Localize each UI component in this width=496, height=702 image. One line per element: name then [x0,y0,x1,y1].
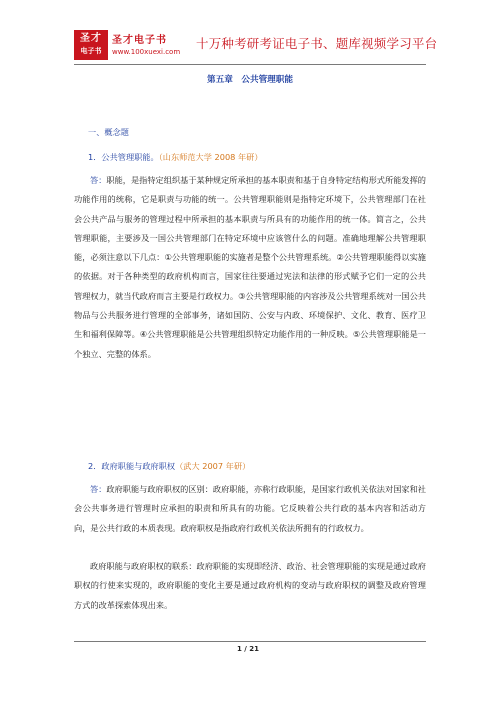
footer-divider [74,641,426,642]
publisher-logo [74,30,180,60]
logo-url: www.100xuexi.com [112,47,181,56]
question-2-heading [88,460,250,472]
question-1-source: （山东师范大学 2008 年研） [158,152,263,162]
answer-1-text: 职能，是指特定组织基于某种规定所承担的基本职责和基于自身特定结构形式所能发挥的功能作用的统称，它是职责与功能的统一。公共管理职能则是指特定环境下，公共管理部门在社会公共产品与服务的管理过程中所承担的基本职责与所具有的功能作用的统一体。简言之，公共管理职能，主要涉及一国公共管理部门在特定环境中应该管什么的问题。准确地理解公共管理职能，必须注意以下几点：①公共管理职能的实施者是整个公共管理系统。②公共管理职能得以实施的依据。对于各种类型的政府机构而言，国家往往要通过宪法和法律的形式赋予它们一定的公共管理权力，就当代政府而言主要是行政权力。③公共管理职能的内容涉及公共管理系统对一国公共物品与公共服务进行管理的全部事务，诸如国防、公安与内政、环境保护、文化、教育、医疗卫生和福利保障等。④公共管理职能是公共管理组织特定功能作用的一种反映。⑤公共管理职能是一个独立、完整的体系。 [74,175,426,359]
answer-2-text: 政府职能与政府职权的区别：政府职能，亦称行政职能，是国家行政机关依法对国家和社会公共事务进行管理时应承担的职责和所具有的功能。它反映着公共行政的基本内容和活动方向，是公共行政的本质表现。政府职权是指政府行政机关依法所拥有的行政权力。 [74,484,426,533]
chapter-title: 第五章 公共管理职能 [207,75,293,85]
section-title: 一、概念题 [88,127,129,137]
header-title: 十万种考研考证电子书、题库视频学习平台 [196,36,438,51]
header-divider [74,64,426,65]
question-1-heading [88,151,263,163]
question-2-answer [74,480,426,538]
page-content [74,70,426,610]
page-header [0,0,496,66]
page-number: 1 / 21 [236,645,260,653]
answer-2-prefix: 答： [90,484,107,494]
logo-badge-line2: 电子书 [80,47,102,55]
logo-badge [74,30,108,60]
question-2-answer-para2: 政府职能与政府职权的联系：政府职能的实现即经济、政治、社会管理职能的实现是通过政府职权的行使来实现的，政府职能的变化主要是通过政府机构的变动与政府职权的调整及政府管理方式的改革探索体现出来。 [74,561,426,610]
question-2-source: （武大 2007 年研） [175,461,251,471]
logo-name: 圣才电子书 [112,34,167,46]
answer-1-prefix: 答： [90,175,107,185]
question-1-answer [74,171,426,364]
question-2-label: 2．政府职能与政府职权 [88,461,176,471]
question-1-label: 1．公共管理职能。 [88,152,159,162]
logo-badge-line1: 圣才 [80,33,102,44]
